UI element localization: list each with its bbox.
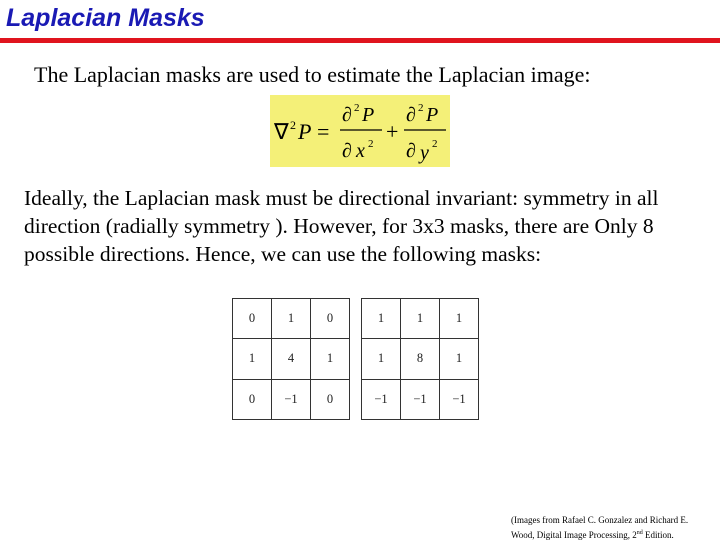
mask-cell: 4	[272, 339, 311, 379]
citation-ordinal: nd	[636, 530, 643, 536]
formula-p-3: P	[426, 104, 439, 126]
formula-p-2: P	[362, 104, 375, 126]
formula-equals: =	[317, 119, 330, 144]
formula-sq-5: 2	[432, 138, 438, 150]
slide-title: Laplacian Masks	[6, 4, 205, 32]
citation-line-2-end: Edition.	[642, 530, 674, 540]
formula-partial-4: ∂	[406, 140, 416, 162]
mask-cell: −1	[362, 379, 401, 419]
mask-cell: −1	[401, 379, 440, 419]
title-divider	[0, 38, 720, 43]
formula-sq-1: 2	[290, 118, 296, 132]
formula-nabla: ∇	[274, 119, 289, 144]
mask-cell: 1	[272, 299, 311, 339]
citation-line-1: (Images from Rafael C. Gonzalez and Richard E.	[511, 515, 689, 525]
mask-cell: 1	[401, 299, 440, 339]
mask-cell: 1	[362, 299, 401, 339]
mask-cell: 0	[311, 379, 350, 419]
image-citation	[511, 514, 716, 542]
mask-cell: 1	[440, 339, 479, 379]
formula-y: y	[420, 142, 429, 164]
body-paragraph: Ideally, the Laplacian mask must be directional invariant: symmetry in all direction (radially symmetry ). However, for 3x3 masks, there are Only 8 possible directions. Hence, we can use the following masks:	[24, 186, 659, 266]
intro-text: The Laplacian masks are used to estimate the Laplacian image:	[34, 62, 591, 87]
formula-p-1: P	[298, 119, 312, 144]
formula-partial-1: ∂	[342, 104, 352, 126]
laplacian-mask-4-neighbor	[232, 298, 350, 420]
mask-cell: 8	[401, 339, 440, 379]
laplacian-formula	[270, 95, 450, 167]
formula-partial-2: ∂	[342, 140, 352, 162]
mask-cell: 1	[362, 339, 401, 379]
formula-partial-3: ∂	[406, 104, 416, 126]
mask-cell: 0	[233, 379, 272, 419]
citation-line-2-text: Wood, Digital Image Processing, 2	[511, 530, 637, 540]
mask-cell: 1	[233, 339, 272, 379]
mask-cell: −1	[440, 379, 479, 419]
mask-cell: 1	[440, 299, 479, 339]
mask-cell: 0	[233, 299, 272, 339]
formula-plus: +	[386, 119, 399, 144]
mask-cell: 1	[311, 339, 350, 379]
formula-x: x	[356, 140, 365, 162]
mask-cell: 0	[311, 299, 350, 339]
formula-sq-4: 2	[418, 102, 424, 114]
laplacian-mask-8-neighbor	[361, 298, 479, 420]
formula-sq-3: 2	[368, 138, 374, 150]
formula-sq-2: 2	[354, 102, 360, 114]
mask-cell: −1	[272, 379, 311, 419]
